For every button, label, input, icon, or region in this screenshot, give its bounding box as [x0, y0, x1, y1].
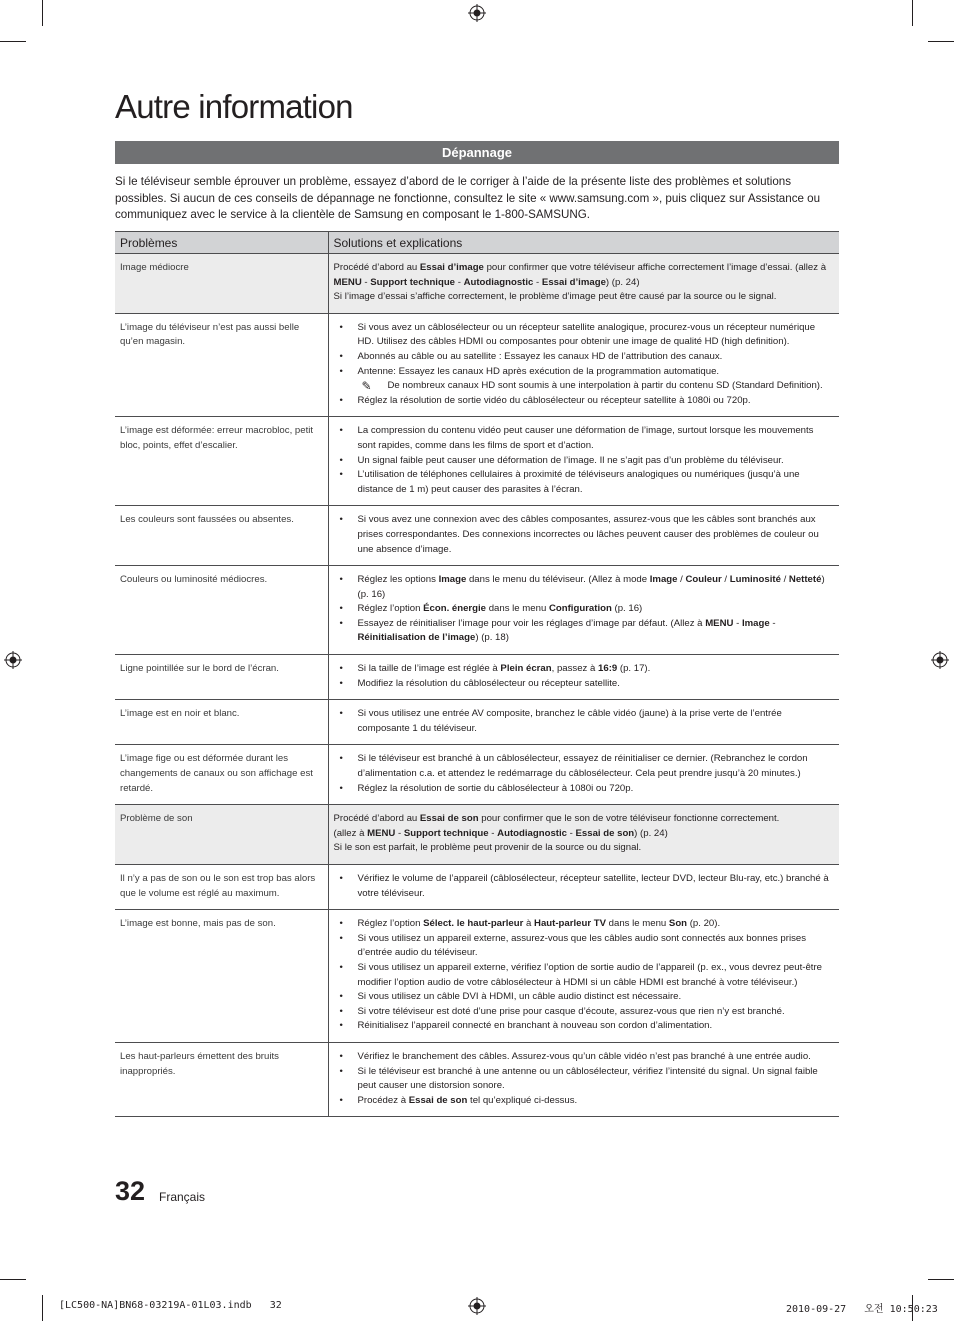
problem-cell: L’image du téléviseur n’est pas aussi belle qu’en magasin. [115, 313, 328, 417]
page-language: Français [159, 1190, 206, 1204]
solution-cell [328, 566, 839, 655]
crop-mark [928, 1279, 954, 1280]
list-item: • Si le téléviseur est branché à une antenne ou un câblosélecteur, vérifiez l’intensité du signal. Un signal faible peut causer une distorsion sonore. [334, 1065, 835, 1094]
list-item: • Si vous avez une connexion avec des câbles composantes, assurez-vous que les câbles sont branchés aux prises correspondantes. Des connexions incorrectes ou lâches peuvent causer des problèmes de couleur ou une absence d’image. [334, 513, 835, 557]
solution-list [334, 424, 835, 497]
solution-cell [328, 700, 839, 745]
registration-mark-icon [4, 651, 22, 669]
list-item: • Si la taille de l’image est réglée à Plein écran, passez à 16:9 (p. 17). [334, 662, 835, 677]
table-row [115, 506, 839, 566]
solution-list [334, 321, 835, 409]
solution-cell [328, 745, 839, 805]
troubleshooting-table [115, 231, 839, 1117]
solution-cell [328, 865, 839, 910]
registration-mark-icon [468, 1297, 486, 1315]
solution-list [334, 1050, 835, 1108]
solution-list [334, 872, 835, 901]
crop-mark [42, 1295, 43, 1321]
solution-line: Procédé d’abord au Essai de son pour confirmer que le son de votre téléviseur fonctionne correctement. [333, 813, 780, 825]
note-item [334, 379, 835, 394]
solution-list [334, 662, 835, 691]
note-text: De nombreux canaux HD sont soumis à une interpolation à partir du contenu SD (Standard Definition). [387, 380, 823, 392]
list-item: • Procédez à Essai de son tel qu’expliqué ci-dessus. [334, 1094, 835, 1109]
table-row [115, 313, 839, 417]
list-item: • Réinitialisez l’appareil connecté en branchant à nouveau son cordon d’alimentation. [334, 1019, 835, 1034]
list-item: • Si vous utilisez un appareil externe, vérifiez l’option de sortie audio de l’appareil (p. ex., vous devrez peut-être modifier l’option audio de votre câblosélecteur à HDMI si un câble HDMI est branché à votre téléviseur.) [334, 961, 835, 990]
table-body [115, 254, 839, 1117]
solution-cell [328, 254, 839, 314]
list-item: • Essayez de réinitialiser l’image pour voir les réglages d’image par défaut. (Allez à MENU - Image - Réinitialisation de l’image) (p. 18) [334, 617, 835, 646]
table-row [115, 566, 839, 655]
list-item: • Si vous utilisez une entrée AV composite, branchez le câble vidéo (jaune) à la prise verte de l’entrée composante 1 du téléviseur. [334, 707, 835, 736]
section-header: Dépannage [115, 141, 839, 164]
column-header-problems: Problèmes [115, 232, 328, 254]
solution-cell [328, 805, 839, 865]
solution-cell [328, 313, 839, 417]
list-item: • Si vous utilisez un appareil externe, assurez-vous que les câbles audio sont connectés aux bonnes prises d’entrée audio du téléviseur. [334, 932, 835, 961]
page-number: 32 [115, 1176, 146, 1206]
table-header-row [115, 232, 839, 254]
problem-cell: Il n’y a pas de son ou le son est trop bas alors que le volume est réglé au maximum. [115, 865, 328, 910]
table-row [115, 805, 839, 865]
column-header-solutions: Solutions et explications [328, 232, 839, 254]
problem-cell: Problème de son [115, 805, 328, 865]
registration-mark-icon [468, 4, 486, 22]
solution-cell [328, 910, 839, 1043]
problem-cell: L’image est déformée: erreur macrobloc, petit bloc, points, effet d’escalier. [115, 417, 328, 506]
intro-paragraph: Si le téléviseur semble éprouver un problème, essayez d’abord de le corriger à l’aide de la présente liste des problèmes et solutions possibles. Si aucun de ces conseils de dépannage ne fonctionne, consultez le site « www.samsung.com », puis cliquez sur Assistance ou communiquez avec le service à la clientèle de Samsung en composant le 1-800-SAMSUNG. [115, 175, 821, 221]
table-row [115, 655, 839, 700]
registration-mark-icon [931, 651, 949, 669]
list-item: • La compression du contenu vidéo peut causer une déformation de l’image, surtout lorsque les mouvements sont rapides, comme dans les films de sport et d’action. [334, 424, 835, 453]
list-item: • Réglez les options Image dans le menu du téléviseur. (Allez à mode Image / Couleur / Luminosité / Netteté) (p. 16) [334, 573, 835, 602]
list-item: • Réglez la résolution de sortie du câblosélecteur à 1080i ou 720p. [334, 782, 835, 797]
print-footer-date: 2010-09-27 오전 10:50:23 [786, 1304, 938, 1315]
solution-cell [328, 655, 839, 700]
problem-cell: Image médiocre [115, 254, 328, 314]
list-item: • Si vous avez un câblosélecteur ou un récepteur satellite analogique, procurez-vous un récepteur numérique HD. Utilisez des câbles HDMI ou composantes pour obtenir une image de qualité HD (high definition). [334, 321, 835, 350]
list-item: • Antenne: Essayez les canaux HD après exécution de la programmation automatique. [334, 365, 835, 380]
solution-line: Si le son est parfait, le problème peut provenir de la source ou du signal. [333, 842, 642, 854]
solution-line: (allez à MENU - Support technique - Autodiagnostic - Essai de son) (p. 24) [333, 827, 668, 839]
list-item: • L’utilisation de téléphones cellulaires à proximité de téléviseurs analogiques ou numériques (jusqu’à une distance de 1 m) peut causer des parasites à l’écran. [334, 468, 835, 497]
solution-list [334, 707, 835, 736]
list-item: • Réglez l’option Écon. énergie dans le menu Configuration (p. 16) [334, 602, 835, 617]
problem-cell: Couleurs ou luminosité médiocres. [115, 566, 328, 655]
crop-mark [0, 1279, 26, 1280]
page-title: Autre information [115, 88, 353, 125]
problem-cell: Ligne pointillée sur le bord de l’écran. [115, 655, 328, 700]
list-item: • Si vous utilisez un câble DVI à HDMI, un câble audio distinct est nécessaire. [334, 990, 835, 1005]
crop-mark [928, 41, 954, 42]
solution-cell [328, 417, 839, 506]
problem-cell: Les couleurs sont faussées ou absentes. [115, 506, 328, 566]
solution-cell [328, 506, 839, 566]
problem-cell: L’image fige ou est déformée durant les changements de canaux ou son affichage est retardé. [115, 745, 328, 805]
list-item: • Réglez l’option Sélect. le haut-parleur à Haut-parleur TV dans le menu Son (p. 20). [334, 917, 835, 932]
list-item: • Si votre téléviseur est doté d’une prise pour casque d’écoute, assurez-vous que rien n’y est branché. [334, 1005, 835, 1020]
table-row [115, 745, 839, 805]
table-row [115, 1042, 839, 1116]
solution-cell [328, 1042, 839, 1116]
list-item: • Si le téléviseur est branché à un câblosélecteur, essayez de réinitialiser ce dernier. (Rebranchez le cordon d’alimentation c.a. et attendez le redémarrage du câblosélecteur. Cela peut prendre jusqu’à 20 minutes.) [334, 752, 835, 781]
list-item: • Un signal faible peut causer une déformation de l’image. Il ne s’agit pas d’un problème du téléviseur. [334, 454, 835, 469]
problem-cell: L’image est en noir et blanc. [115, 700, 328, 745]
problem-cell: L’image est bonne, mais pas de son. [115, 910, 328, 1043]
solution-list [334, 573, 835, 646]
solution-line: Si l’image d’essai s’affiche correctement, le problème d’image peut être causé par la source ou le signal. [333, 291, 777, 303]
crop-mark [42, 0, 43, 26]
solution-list [334, 752, 835, 796]
crop-mark [912, 0, 913, 26]
note-pencil-icon: ✎ [361, 379, 372, 394]
table-row [115, 700, 839, 745]
table-row [115, 417, 839, 506]
list-item: • Réglez la résolution de sortie vidéo du câblosélecteur ou récepteur satellite à 1080i ou 720p. [334, 394, 835, 409]
list-item: • Vérifiez le branchement des câbles. Assurez-vous qu’un câble vidéo n’est pas branché à une entrée audio. [334, 1050, 835, 1065]
print-footer-file: [LC500-NA]BN68-03219A-01L03.indb 32 [59, 1300, 282, 1311]
list-item: • Abonnés au câble ou au satellite : Essayez les canaux HD de l’attribution des canaux. [334, 350, 835, 365]
solution-list [334, 917, 835, 1034]
crop-mark [0, 41, 26, 42]
solution-line: Procédé d’abord au Essai d’image pour confirmer que votre téléviseur affiche correctement l’image d’essai. (allez à MENU - Support technique - Autodiagnostic - Essai d’image) (p. 24) [333, 262, 827, 288]
table-row [115, 254, 839, 314]
list-item: • Modifiez la résolution du câblosélecteur ou récepteur satellite. [334, 677, 835, 692]
list-item: • Vérifiez le volume de l’appareil (câblosélecteur, récepteur satellite, lecteur DVD, lecteur Blu-ray, etc.) branché à votre téléviseur. [334, 872, 835, 901]
table-row [115, 865, 839, 910]
problem-cell: Les haut-parleurs émettent des bruits inappropriés. [115, 1042, 328, 1116]
table-row [115, 910, 839, 1043]
solution-list [334, 513, 835, 557]
